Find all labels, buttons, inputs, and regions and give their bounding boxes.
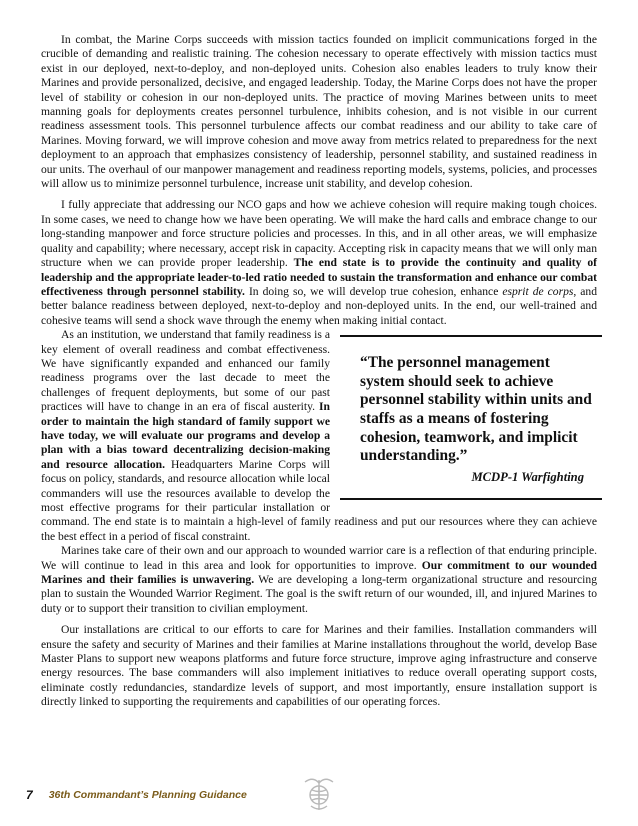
page-number: 7 xyxy=(26,788,33,802)
eagle-globe-anchor-emblem-icon xyxy=(297,774,341,812)
paragraph-nco-gaps-esprit: esprit de corps xyxy=(502,284,574,298)
paragraph-nco-gaps-text-c: , and better balance readiness between deployed, next-to-deploy and non-deployed units. In the end, our well-trained and cohesive teams will send a shock wave through the enemy when making initial contact. xyxy=(41,284,597,327)
paragraph-family-readiness-bold: In order to maintain the high standard of family support we have today, we will evaluate our programs and develop a plan with a bias toward decentralizing decision-making and resource allocation. xyxy=(41,400,330,471)
paragraph-cohesion: In combat, the Marine Corps succeeds with mission tactics founded on implicit communications forged in the crucible of demanding and realistic training. The cohesion necessary to operate effectively with mission tactics must exist in our deployed, next-to-deploy, and non-deployed units. Cohesion also enables leaders to truly know their Marines and provide personalized, decisive, and engaged leadership. Today, the Marine Corps does not have the proper level of stability or cohesion in our non-deployed units. The practice of moving Marines between units to meet manning goals for deployments creates personnel turbulence, inhibits cohesion, and is not visible in our current readiness assessment tools. This personnel turbulence affects our combat readiness and our ability to take care of Marines. Moving forward, we will improve cohesion and move away from metrics related to preparedness for the next deployment to an approach that emphasizes consistency of leadership, personnel stability, and sustained readiness in our units. The overhaul of our manpower management and readiness reporting models, systems, policies, and processes will allow us to minimize personnel turbulence, increase unit stability, and develop cohesion. xyxy=(41,33,597,191)
page-footer xyxy=(26,788,247,802)
paragraph-family-readiness-text-b: Headquarters Marine Corps will focus on policy, standards, and resource allocation while local commanders will use the resources available to develop the most effective programs for their particular installation or command. The end state is to maintain a high-level of family readiness and put our resources where they can achieve the best effect in a period of fiscal constraint. xyxy=(41,457,597,543)
paragraph-wounded-warrior xyxy=(41,544,597,616)
paragraph-nco-gaps-text-b: In doing so, we will develop true cohesion, enhance xyxy=(244,284,503,298)
paragraph-installations: Our installations are critical to our efforts to care for Marines and their families. Installation commanders will ensure the safety and security of Marines and their families at Marine installations throughout the world, develop Base Master Plans to support new weapons platforms and future force structure, improve aging infrastructure and conserve energy resources. The base commanders will also implement initiatives to reduce overall operating support costs, eliminate costly redundancies, standardize levels of support, and most importantly, ensure installation support is directly linked to supporting the requirements and capabilities of our operating forces. xyxy=(41,623,597,709)
footer-title: 36th Commandant’s Planning Guidance xyxy=(48,789,247,801)
paragraph-nco-gaps xyxy=(41,198,597,328)
paragraph-nco-gaps-endstate: The end state is to provide the continuity and quality of leadership and the appropriate leader-to-led ratio needed to sustain the transformation and enhance our combat effectiveness through personnel stability. xyxy=(41,256,597,298)
document-body xyxy=(41,33,597,710)
paragraph-wounded-warrior-text-a: Marines take care of their own and our approach to wounded warrior care is a reflection of that enduring principle. We will continue to lead in this area and look for opportunities to improve. xyxy=(41,544,597,572)
pull-quote-box xyxy=(340,331,602,501)
pull-quote-attribution: MCDP-1 Warfighting xyxy=(471,470,584,485)
paragraph-wounded-warrior-bold: Our commitment to our wounded Marines and their families is unwavering. xyxy=(41,558,597,587)
pull-quote-bottom-rule xyxy=(340,498,602,500)
paragraph-wounded-warrior-text-b: We are developing a long-term organizational structure and resourcing plan to sustain the Wounded Warrior Regiment. The goal is the swift return of our wounded, ill, and injured Marines to duty or to support their transition to civilian employment. xyxy=(41,573,597,615)
paragraph-family-readiness-text-a: As an institution, we understand that family readiness is a key element of overall readiness and combat effectiveness. We have significantly expanded and enhanced our family readiness programs over the last decade to meet the challenges of frequent deployments, but some of our past practices will have to change in an era of fiscal austerity. xyxy=(41,328,330,414)
paragraph-nco-gaps-text-a: I fully appreciate that addressing our NCO gaps and how we achieve cohesion will require making tough choices. In some cases, we need to change how we have been operating. We will make the hard calls and embrace change to our long-standing manpower and force structure policies and processes. In this, and in all other areas, we will emphasize quality and capability; where necessary, accept risk in capacity. Accepting risk in capacity means that we will only man structure when we can provide proper leadership. xyxy=(41,198,597,270)
pull-quote-top-rule xyxy=(340,335,602,337)
pull-quote-text: “The personnel management system should seek to achieve personnel stability within units and staffs as a means of fostering cohesion, teamwork, and implicit understanding.” xyxy=(360,354,592,465)
